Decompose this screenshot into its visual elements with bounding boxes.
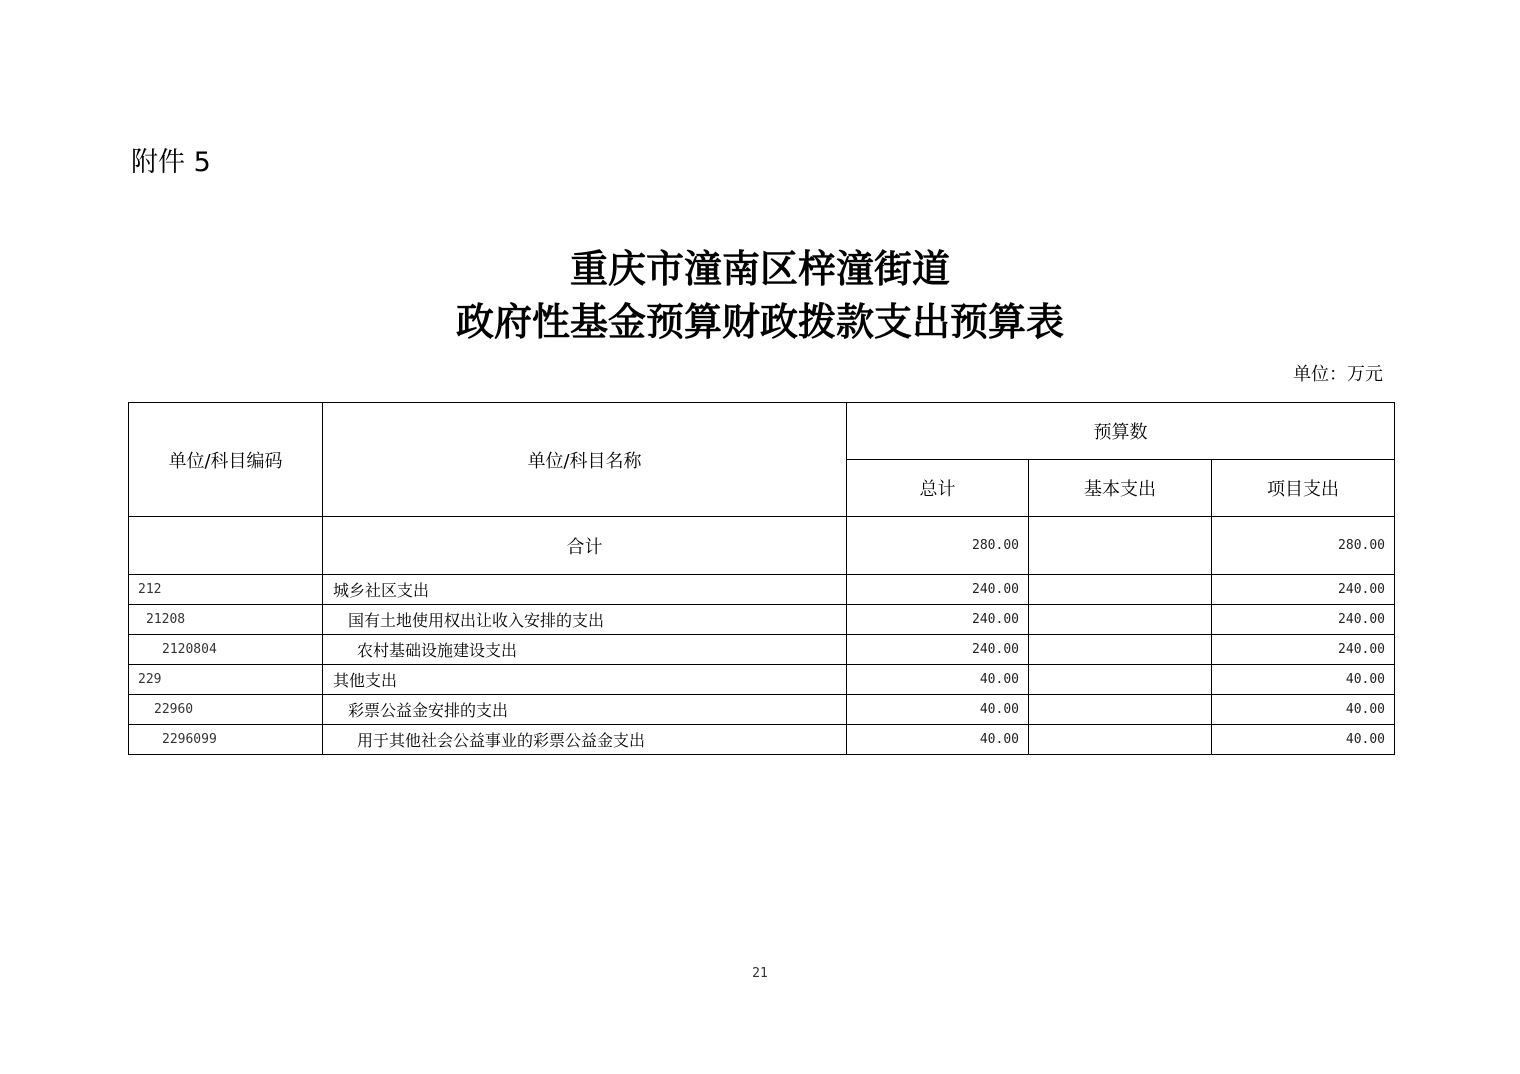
header-project: 项目支出: [1212, 460, 1395, 517]
row-code: 229: [129, 665, 323, 695]
row-code: 21208: [129, 605, 323, 635]
header-row-1: [129, 403, 1395, 460]
row-code: 2120804: [129, 635, 323, 665]
row-name: 国有土地使用权出让收入安排的支出: [323, 605, 847, 635]
row-project: 40.00: [1212, 695, 1395, 725]
row-total: 40.00: [847, 695, 1029, 725]
unit-label: 单位：万元: [1293, 364, 1383, 385]
table-row: [129, 635, 1395, 665]
budget-table: [128, 402, 1395, 755]
table-row: [129, 575, 1395, 605]
row-basic: [1029, 695, 1212, 725]
row-name: 城乡社区支出: [323, 575, 847, 605]
header-code: 单位/科目编码: [129, 403, 323, 517]
row-total: 40.00: [847, 665, 1029, 695]
row-name: 农村基础设施建设支出: [323, 635, 847, 665]
row-code: 2296099: [129, 725, 323, 755]
row-project: 240.00: [1212, 605, 1395, 635]
row-basic: [1029, 665, 1212, 695]
row-total: 40.00: [847, 725, 1029, 755]
total-basic-cell: [1029, 517, 1212, 575]
table-row: [129, 605, 1395, 635]
header-basic: 基本支出: [1029, 460, 1212, 517]
total-row: [129, 517, 1395, 575]
total-code-cell: [129, 517, 323, 575]
table-row: [129, 725, 1395, 755]
row-name: 其他支出: [323, 665, 847, 695]
row-total: 240.00: [847, 605, 1029, 635]
row-project: 40.00: [1212, 725, 1395, 755]
table-row: [129, 695, 1395, 725]
row-name: 彩票公益金安排的支出: [323, 695, 847, 725]
row-project: 40.00: [1212, 665, 1395, 695]
row-code: 22960: [129, 695, 323, 725]
row-code: 212: [129, 575, 323, 605]
row-total: 240.00: [847, 635, 1029, 665]
total-total-cell: 280.00: [847, 517, 1029, 575]
row-total: 240.00: [847, 575, 1029, 605]
row-basic: [1029, 605, 1212, 635]
annex-label: 附件 5: [131, 147, 211, 178]
header-budget-group: 预算数: [847, 403, 1395, 460]
table-row: [129, 665, 1395, 695]
header-total: 总计: [847, 460, 1029, 517]
row-project: 240.00: [1212, 575, 1395, 605]
row-basic: [1029, 725, 1212, 755]
row-basic: [1029, 575, 1212, 605]
row-basic: [1029, 635, 1212, 665]
row-name: 用于其他社会公益事业的彩票公益金支出: [323, 725, 847, 755]
row-project: 240.00: [1212, 635, 1395, 665]
page-title-line1: 重庆市潼南区梓潼街道: [569, 246, 950, 291]
total-project-cell: 280.00: [1212, 517, 1395, 575]
page-title-line2: 政府性基金预算财政拨款支出预算表: [455, 299, 1064, 344]
header-name: 单位/科目名称: [323, 403, 847, 517]
total-name-cell: 合计: [323, 517, 847, 575]
page-number: 21: [752, 966, 768, 981]
